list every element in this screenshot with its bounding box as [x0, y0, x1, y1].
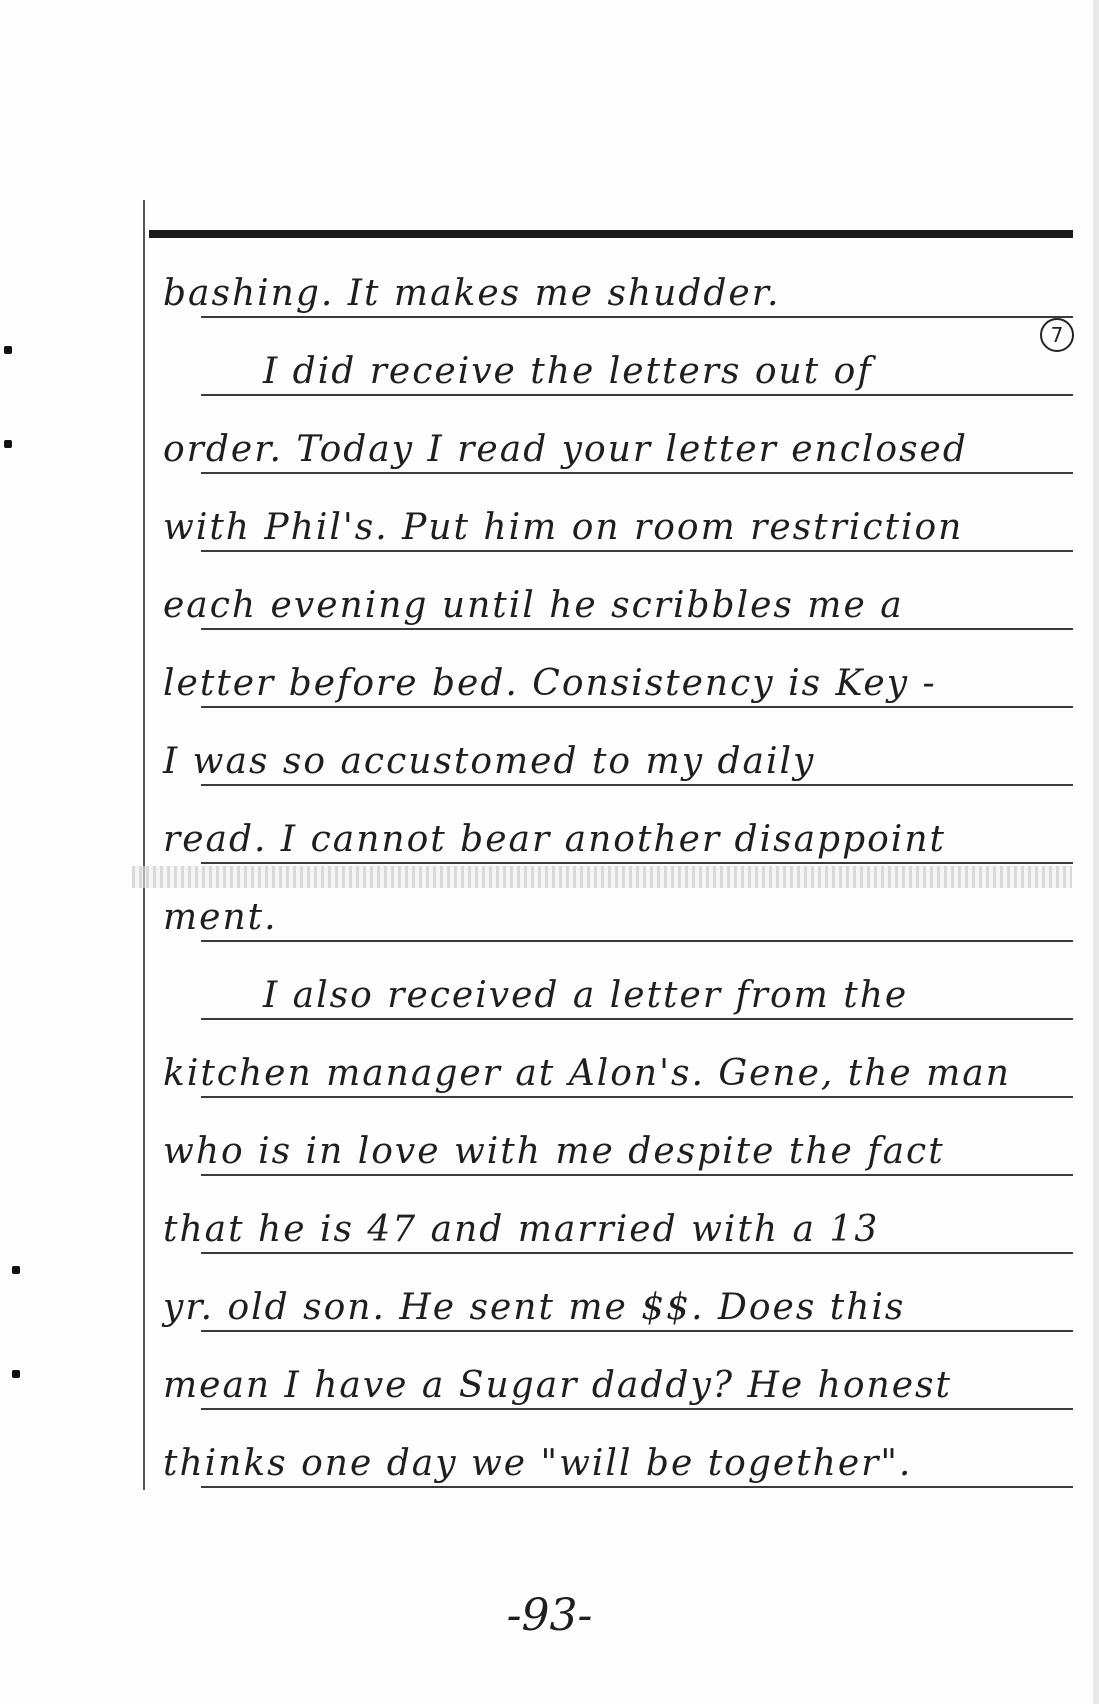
line-text: thinks one day we "will be together". — [163, 1443, 913, 1484]
line-text: who is in love with me despite the fact — [163, 1131, 945, 1172]
line-text: each evening until he scribbles me a — [163, 585, 904, 626]
line-text: with Phil's. Put him on room restriction — [163, 507, 964, 548]
handwritten-line — [143, 240, 1073, 318]
line-text: I also received a letter from the — [263, 975, 909, 1016]
handwritten-line — [143, 1254, 1073, 1332]
handwritten-line — [143, 1098, 1073, 1176]
handwritten-line — [143, 786, 1073, 864]
handwritten-line — [143, 552, 1073, 630]
header-rule — [149, 230, 1073, 238]
handwritten-line — [143, 1176, 1073, 1254]
handwritten-line — [143, 942, 1073, 1020]
line-text: I was so accustomed to my daily — [163, 741, 816, 782]
binder-hole-mark — [4, 440, 12, 448]
line-text: that he is 47 and married with a 13 — [163, 1209, 880, 1250]
page-corner-number: 7 — [1040, 318, 1074, 352]
handwritten-line — [143, 630, 1073, 708]
line-text: bashing. It makes me shudder. — [163, 273, 781, 314]
line-text: ment. — [163, 897, 278, 938]
line-text: yr. old son. He sent me $$. Does this — [163, 1287, 906, 1328]
handwritten-line — [143, 396, 1073, 474]
binder-hole-mark — [12, 1266, 20, 1274]
handwritten-line — [143, 1410, 1073, 1488]
line-text: read. I cannot bear another disappoint — [163, 819, 946, 860]
line-text: mean I have a Sugar daddy? He honest — [163, 1365, 952, 1406]
page-number: -93- — [506, 1590, 593, 1641]
scan-edge — [1093, 0, 1099, 1704]
handwritten-line — [143, 474, 1073, 552]
notebook-page — [143, 200, 1073, 1490]
ruled-line — [201, 1486, 1073, 1488]
line-text: letter before bed. Consistency is Key - — [163, 663, 937, 704]
line-text: order. Today I read your letter enclosed — [163, 429, 968, 470]
handwritten-line — [143, 708, 1073, 786]
scan-smudge — [132, 866, 1072, 888]
binder-hole-mark — [4, 346, 12, 354]
handwritten-line — [143, 1332, 1073, 1410]
binder-hole-mark — [12, 1370, 20, 1378]
line-text: kitchen manager at Alon's. Gene, the man — [163, 1053, 1011, 1094]
handwritten-line — [143, 318, 1073, 396]
line-text: I did receive the letters out of — [263, 351, 873, 392]
handwritten-line — [143, 1020, 1073, 1098]
